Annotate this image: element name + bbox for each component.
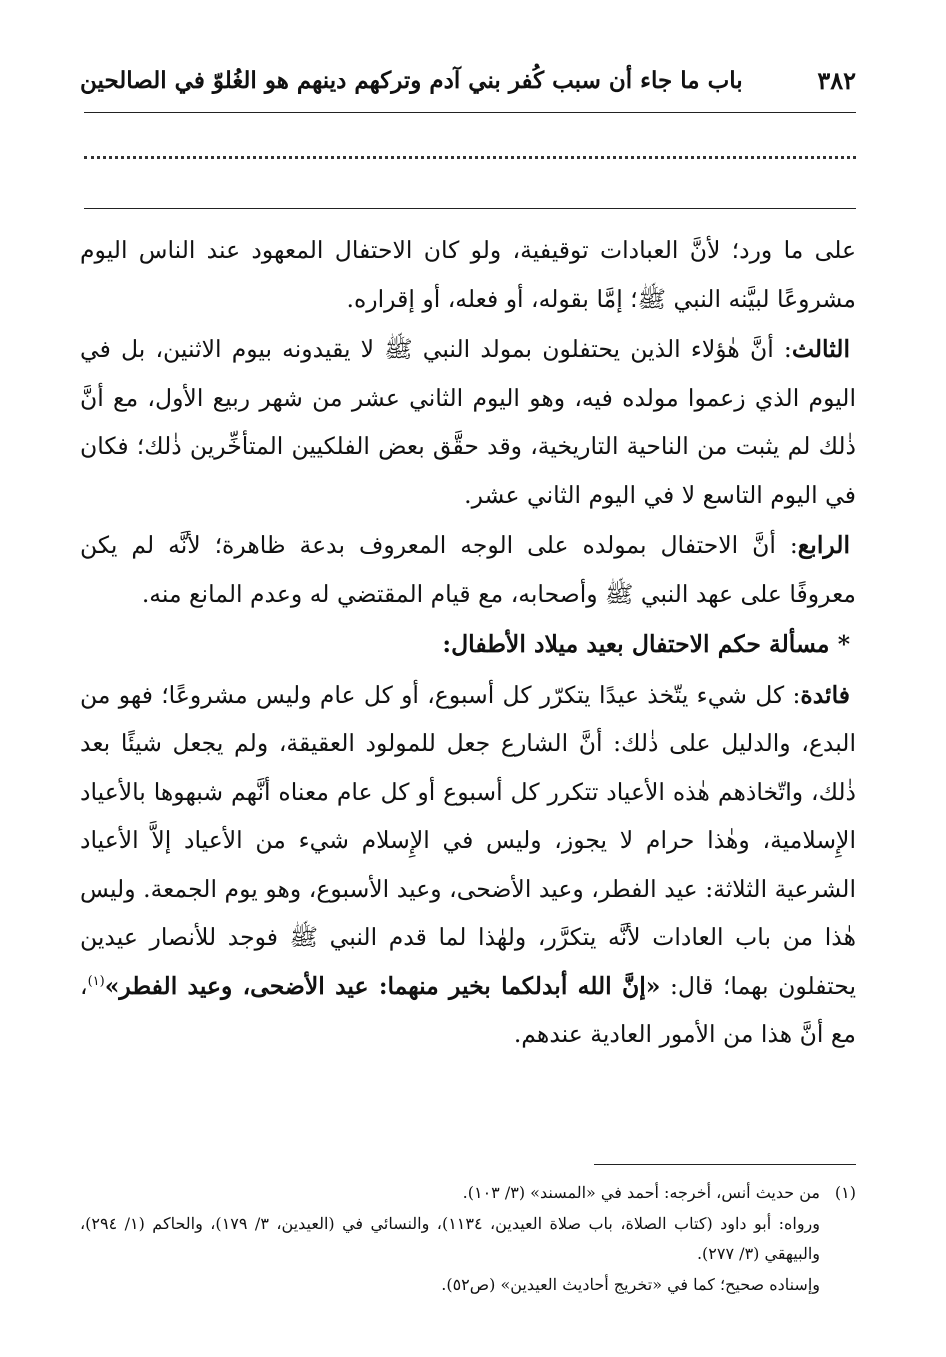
- section-heading: * مسألة حكم الاحتفال بعيد ميلاد الأطفال:: [442, 630, 850, 658]
- paragraph: [80, 521, 856, 618]
- header-rule: [84, 112, 856, 113]
- footnote-reference: (١): [87, 973, 105, 989]
- footnote-text: ورواه: أبو داود (كتاب الصلاة، باب صلاة العيدين، ١١٣٤)، والنسائي في (العيدين، ٣/ ١٧٩)، والحاكم (١/ ٢٩٤)، والبيهقي (٣/ ٢٧٧).: [80, 1213, 820, 1263]
- footnote: [80, 1209, 856, 1270]
- running-title: باب ما جاء أن سبب كُفر بني آدم وتركهم دينهم هو الغُلوّ في الصالحين: [80, 66, 743, 94]
- page-number: ٣٨٢: [817, 65, 856, 95]
- paragraph: [80, 325, 856, 519]
- paragraph-lead: فائدة: [800, 680, 850, 709]
- footnote-number: (١): [834, 1183, 856, 1202]
- paragraph-lead: الثالث: [791, 335, 850, 363]
- page-header: [80, 58, 856, 102]
- footnote: [80, 1178, 856, 1209]
- footnote-text: وإسناده صحيح؛ كما في «تخريج أحاديث العيدين» (ص٥٢).: [441, 1274, 820, 1294]
- book-page: [80, 0, 856, 1357]
- footnotes: [80, 1178, 856, 1300]
- footnote-rule: [594, 1164, 856, 1165]
- paragraph: [80, 671, 856, 1059]
- dotted-separator: [84, 156, 856, 159]
- paragraph-text: : كل شيء يتّخذ عيدًا يتكرّر كل أسبوع، أو كل عام وليس مشروعًا؛ فهو من البدع، والدليل على ذٰلك: أنَّ الشارع جعل للمولود العقيقة، ولم يجعل شيئًا بعد ذٰلك، واتّخاذهم هٰذه الأعياد تتكرر كل أسبوع أو كل عام معناه أنَّهم شبهوها بالأعياد الإِسلامية، وهٰذا حرام لا يجوز، وليس في الإِسلام شيء من الأعياد إلاَّ الأعياد الشرعية الثلاثة: عيد الفطر، وعيد الأضحى، وعيد الأسبوع، وهو يوم الجمعة. وليس هٰذا من باب العادات لأنَّه يتكرَّر، ولهٰذا لما قدم النبي ﷺ فوجد للأنصار عيدين يحتفلون بهما؛ قال:: [80, 680, 856, 1000]
- paragraph-tail: ، مع أنَّ هذا من الأمور العادية عندهم.: [80, 971, 856, 1048]
- paragraph-lead: الرابع: [797, 531, 850, 559]
- footnote: [80, 1270, 856, 1301]
- paragraph: على ما ورد؛ لأنَّ العبادات توقيفية، ولو كان الاحتفال المعهود عند الناس اليوم مشروعًا لبيَّنه النبي ﷺ؛ إمَّا بقوله، أو فعله، أو إقراره.: [80, 236, 856, 313]
- paragraph-text: : أنَّ هٰؤلاء الذين يحتفلون بمولد النبي ﷺ لا يقيدونه بيوم الاثنين، بل في اليوم الذي زعموا مولده فيه، وهو اليوم الثاني عشر من شهر ربيع الأول، مع أنَّ ذٰلك لم يثبت من الناحية التاريخية، وقد حقَّق بعض الفلكيين المتأخِّرين ذٰلك؛ فكان في اليوم التاسع لا في اليوم الثاني عشر.: [80, 335, 856, 509]
- main-text: [80, 226, 856, 1059]
- footnote-text: من حديث أنس، أخرجه: أحمد في «المسند» (٣/ ١٠٣).: [462, 1183, 820, 1202]
- hadith-quote: «إنَّ الله أبدلكما بخير منهما: عيد الأضحى، وعيد الفطر»: [104, 971, 661, 1000]
- paragraph-text: : أنَّ الاحتفال بمولده على الوجه المعروف بدعة ظاهرة؛ لأنَّه لم يكن معروفًا على عهد النبي ﷺ وأصحابه، مع قيام المقتضي له وعدم المانع منه.: [80, 531, 856, 608]
- section-rule: [84, 208, 856, 209]
